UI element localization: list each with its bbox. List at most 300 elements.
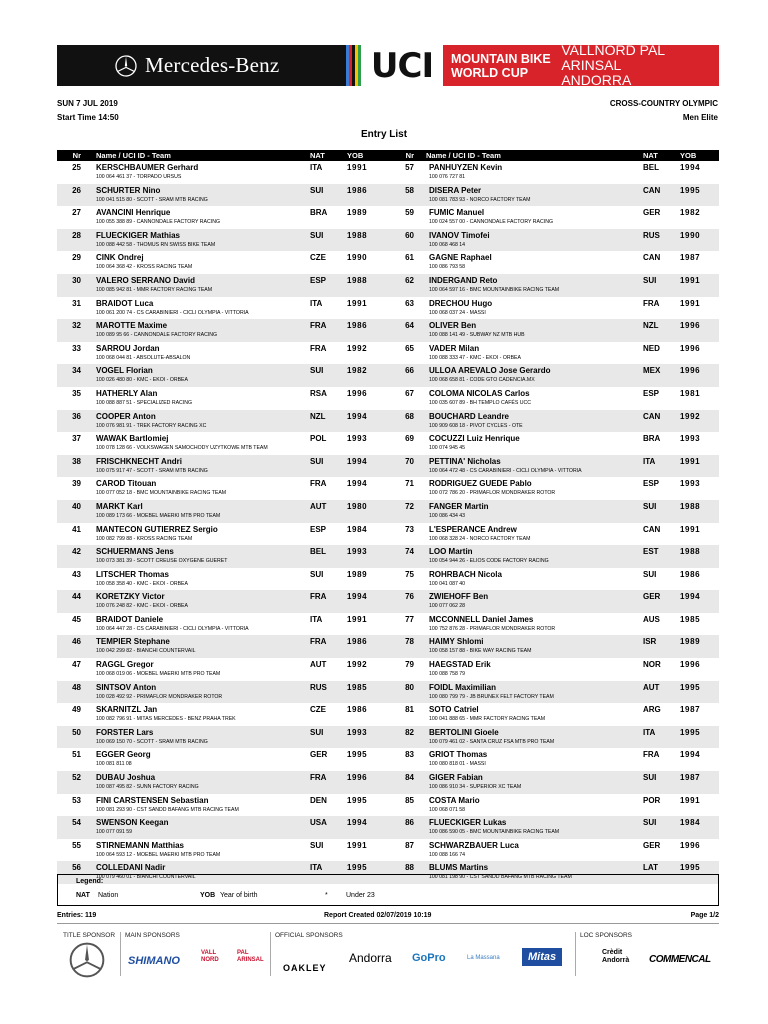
rider-uci-id-team: 100 058 157 88 - BIKE WAY RACING TEAM xyxy=(429,648,532,655)
oakley-logo: OAKLEY xyxy=(283,963,327,973)
rider-uci-id-team: 100 088 887 51 - SPECIALIZED RACING xyxy=(96,399,193,406)
rider-uci-id-team: 100 068 071 58 xyxy=(429,806,466,813)
rider-year-of-birth: 1982 xyxy=(347,366,368,376)
rider-nation: GER xyxy=(643,840,661,850)
rider-uci-id-team: 100 080 799 79 - JB BRUNEX FELT FACTORY TEAM xyxy=(429,693,554,700)
rider-uci-id-team: 100 061 200 74 - CS CARABINIERI - CICLI OLYMPIA - VITTORIA xyxy=(96,309,249,316)
rider-nation: NZL xyxy=(310,411,326,421)
col-name-2: Name / UCI ID - Team xyxy=(426,151,501,160)
rider-uci-id-team: 100 068 658 81 - CODE GTO CADENCIA.MX xyxy=(429,377,535,384)
rider-number: 65 xyxy=(405,343,414,353)
rider-nation: CAN xyxy=(643,253,661,263)
table-row xyxy=(57,523,719,546)
rider-name: AVANCINI Henrique xyxy=(96,208,171,218)
rider-number: 33 xyxy=(72,343,81,353)
rider-nation: BRA xyxy=(310,208,328,218)
rider-year-of-birth: 1987 xyxy=(680,705,701,715)
rider-number: 56 xyxy=(72,863,81,873)
table-row xyxy=(57,184,719,207)
uci-wordmark: UCI xyxy=(361,45,443,86)
rider-name: SINTSOV Anton xyxy=(96,682,157,692)
rider-nation: AUT xyxy=(643,682,660,692)
table-row xyxy=(57,229,719,252)
legend-yob-value: Year of birth xyxy=(220,892,258,899)
rider-nation: MEX xyxy=(643,366,661,376)
rider-year-of-birth: 1994 xyxy=(680,750,701,760)
gopro-logo: GoPro xyxy=(412,952,446,964)
rider-nation: ESP xyxy=(310,524,327,534)
rider-nation: ESP xyxy=(643,388,660,398)
rider-nation: FRA xyxy=(643,750,660,760)
rider-nation: GER xyxy=(643,592,661,602)
rider-year-of-birth: 1984 xyxy=(347,524,368,534)
rider-name: MANTECON GUTIERREZ Sergio xyxy=(96,524,218,534)
rider-name: LITSCHER Thomas xyxy=(96,569,169,579)
rider-year-of-birth: 1987 xyxy=(680,773,701,783)
table-row xyxy=(57,771,719,794)
rider-nation: BEL xyxy=(310,547,326,557)
rider-year-of-birth: 1995 xyxy=(680,727,701,737)
race-date-time xyxy=(57,97,119,125)
rider-year-of-birth: 1986 xyxy=(347,705,368,715)
entry-list-table xyxy=(57,150,719,884)
rider-year-of-birth: 1995 xyxy=(680,863,701,873)
rider-number: 42 xyxy=(72,547,81,557)
table-row xyxy=(57,748,719,771)
rider-number: 55 xyxy=(72,840,81,850)
rider-year-of-birth: 1991 xyxy=(347,614,368,624)
rider-uci-id-team: 100 058 358 40 - KMC - EKOI - ORBEA xyxy=(96,580,188,587)
rider-year-of-birth: 1991 xyxy=(680,298,701,308)
table-row xyxy=(57,703,719,726)
rider-name: FORSTER Lars xyxy=(96,727,154,737)
rider-name: MCCONNELL Daniel James xyxy=(429,614,534,624)
rider-name: SWENSON Keegan xyxy=(96,818,169,828)
rider-year-of-birth: 1988 xyxy=(680,501,701,511)
rider-number: 28 xyxy=(72,230,81,240)
rider-uci-id-team: 100 089 173 66 - MOEBEL MAERKI MTB PRO TEAM xyxy=(96,512,221,519)
rider-uci-id-team: 100 088 166 74 xyxy=(429,851,466,858)
rider-year-of-birth: 1989 xyxy=(680,637,701,647)
rider-nation: SUI xyxy=(310,840,324,850)
table-row xyxy=(57,839,719,862)
discipline: CROSS-COUNTRY OLYMPIC xyxy=(609,99,718,108)
rider-number: 52 xyxy=(72,773,81,783)
rider-number: 49 xyxy=(72,705,81,715)
rider-year-of-birth: 1980 xyxy=(347,501,368,511)
rider-name: EGGER Georg xyxy=(96,750,151,760)
sponsor-divider xyxy=(270,932,271,976)
rider-nation: ITA xyxy=(310,163,323,172)
col-name: Name / UCI ID - Team xyxy=(96,151,171,160)
rider-number: 41 xyxy=(72,524,81,534)
rider-uci-id-team: 100 041 888 65 - MMR FACTORY RACING TEAM xyxy=(429,716,546,723)
table-row xyxy=(57,297,719,320)
rider-uci-id-team: 100 055 388 89 - CANNONDALE FACTORY RACING xyxy=(96,219,220,226)
rider-uci-id-team: 100 028 492 92 - PRIMAFLOR MONDRAKER ROTOR xyxy=(96,693,223,700)
rider-uci-id-team: 100 086 793 58 xyxy=(429,264,466,271)
col-yob: YOB xyxy=(347,151,364,160)
rider-name: IVANOV Timofei xyxy=(429,230,490,240)
rider-uci-id-team: 100 076 727 81 xyxy=(429,174,466,180)
rider-name: INDERGAND Reto xyxy=(429,275,498,285)
event-banner xyxy=(57,42,719,88)
rider-uci-id-team: 100 068 044 81 - ABSOLUTE-ABSALON xyxy=(96,354,191,361)
table-row xyxy=(57,658,719,681)
rider-uci-id-team: 100 078 128 66 - VOLKSWAGEN SAMOCHODY UZYTKOWE MTB TEAM xyxy=(96,445,268,452)
rider-number: 54 xyxy=(72,818,81,828)
rider-number: 66 xyxy=(405,366,414,376)
rider-number: 81 xyxy=(405,705,414,715)
rider-uci-id-team: 100 054 944 26 - ELIOS CODE FACTORY RACING xyxy=(429,558,549,565)
rider-number: 43 xyxy=(72,569,81,579)
rider-name: DUBAU Joshua xyxy=(96,773,156,783)
rider-nation: FRA xyxy=(310,637,327,647)
rider-nation: BRA xyxy=(643,434,661,444)
rider-name: GAGNE Raphael xyxy=(429,253,492,263)
rider-nation: CAN xyxy=(643,185,661,195)
mitas-logo: Mitas xyxy=(522,948,562,966)
rider-name: HAIMY Shlomi xyxy=(429,637,484,647)
entries-count: Entries: 119 xyxy=(57,912,97,919)
rider-name: VOGEL Florian xyxy=(96,366,153,376)
rider-nation: SUI xyxy=(310,366,324,376)
table-row xyxy=(57,500,719,523)
table-row xyxy=(57,477,719,500)
rider-name: FANGER Martin xyxy=(429,501,489,511)
rider-nation: FRA xyxy=(310,479,327,489)
rider-uci-id-team: 100 080 818 01 - MASSI xyxy=(429,761,486,768)
main-sponsors-label: MAIN SPONSORS xyxy=(125,932,180,939)
rider-name: KERSCHBAUMER Gerhard xyxy=(96,163,199,172)
rider-uci-id-team: 100 064 461 37 - TORPADO URSUS xyxy=(96,174,182,180)
start-time: Start Time 14:50 xyxy=(57,113,119,122)
table-row xyxy=(57,410,719,433)
rider-nation: NED xyxy=(643,343,660,353)
rider-uci-id-team: 100 041 087 40 xyxy=(429,580,466,587)
rider-number: 27 xyxy=(72,208,81,218)
rider-year-of-birth: 1986 xyxy=(347,637,368,647)
rider-year-of-birth: 1992 xyxy=(347,660,368,670)
rider-name: MAROTTE Maxime xyxy=(96,321,168,331)
table-row xyxy=(57,568,719,591)
sponsor-divider xyxy=(120,932,121,976)
rider-name: ULLOA AREVALO Jose Gerardo xyxy=(429,366,551,376)
rider-year-of-birth: 1993 xyxy=(680,434,701,444)
table-row xyxy=(57,251,719,274)
rider-uci-id-team: 100 088 333 47 - KMC - EKOI - ORBEA xyxy=(429,354,521,361)
rider-name: COOPER Anton xyxy=(96,411,156,421)
rider-uci-id-team: 100 077 091 59 xyxy=(96,829,133,836)
rider-uci-id-team: 100 064 597 16 - BMC MOUNTAINBIKE RACING TEAM xyxy=(429,286,560,293)
rider-nation: SUI xyxy=(310,230,324,240)
rider-year-of-birth: 1996 xyxy=(680,366,701,376)
event-title: MOUNTAIN BIKE WORLD CUP xyxy=(451,51,551,80)
rider-nation: ESP xyxy=(310,275,327,285)
rider-year-of-birth: 1991 xyxy=(680,795,701,805)
rider-number: 85 xyxy=(405,795,414,805)
rider-nation: RUS xyxy=(643,230,660,240)
table-row xyxy=(57,635,719,658)
rider-uci-id-team: 100 069 150 70 - SCOTT - SRAM MTB RACING xyxy=(96,738,208,745)
rider-year-of-birth: 1984 xyxy=(680,818,701,828)
rider-uci-id-team: 100 075 917 47 - SCOTT - SRAM MTB RACING xyxy=(96,467,208,474)
rider-number: 59 xyxy=(405,208,414,218)
rider-year-of-birth: 1986 xyxy=(347,185,368,195)
rider-name: BRAIDOT Daniele xyxy=(96,614,164,624)
rider-year-of-birth: 1992 xyxy=(347,343,368,353)
rider-year-of-birth: 1985 xyxy=(680,614,701,624)
rider-name: FINI CARSTENSEN Sebastian xyxy=(96,795,209,805)
rider-number: 72 xyxy=(405,501,414,511)
rider-nation: SUI xyxy=(643,818,657,828)
rider-year-of-birth: 1993 xyxy=(347,727,368,737)
col-nat: NAT xyxy=(310,151,325,160)
rider-uci-id-team: 100 068 468 14 xyxy=(429,241,466,248)
rider-number: 84 xyxy=(405,773,414,783)
rider-number: 80 xyxy=(405,682,414,692)
vallnord-logo: VALL NORD xyxy=(201,950,219,963)
table-row xyxy=(57,794,719,817)
rider-year-of-birth: 1991 xyxy=(680,524,701,534)
rider-year-of-birth: 1982 xyxy=(680,208,701,218)
rider-nation: FRA xyxy=(643,298,660,308)
rider-uci-id-team: 100 042 299 82 - BIANCHI COUNTERVAIL xyxy=(96,648,196,655)
rider-uci-id-team: 100 064 593 12 - MOEBEL MAERKI MTB PRO TEAM xyxy=(96,851,221,858)
rider-number: 75 xyxy=(405,569,414,579)
uci-rainbow-stripes xyxy=(346,45,361,86)
table-body xyxy=(57,161,719,884)
table-row xyxy=(57,613,719,636)
rider-nation: RUS xyxy=(310,682,327,692)
rider-nation: SUI xyxy=(643,569,657,579)
rider-number: 38 xyxy=(72,456,81,466)
rider-year-of-birth: 1991 xyxy=(680,275,701,285)
rider-nation: SUI xyxy=(643,773,657,783)
rider-number: 86 xyxy=(405,818,414,828)
rider-nation: CZE xyxy=(310,705,326,715)
rider-nation: POR xyxy=(643,795,661,805)
rider-year-of-birth: 1996 xyxy=(347,773,368,783)
rider-year-of-birth: 1996 xyxy=(680,321,701,331)
loc-sponsors-label: LOC SPONSORS xyxy=(580,932,633,939)
uci-world-cup-logo xyxy=(346,42,719,88)
rider-nation: ITA xyxy=(310,298,323,308)
rider-number: 69 xyxy=(405,434,414,444)
rider-name: ROHRBACH Nicola xyxy=(429,569,502,579)
table-row xyxy=(57,432,719,455)
rider-year-of-birth: 1994 xyxy=(680,163,701,172)
rider-uci-id-team: 100 068 328 24 - NORCO FACTORY TEAM xyxy=(429,535,531,542)
rider-uci-id-team: 100 081 811 08 xyxy=(96,761,132,768)
rider-nation: FRA xyxy=(310,321,327,331)
rider-year-of-birth: 1995 xyxy=(347,750,368,760)
rider-uci-id-team: 100 086 590 05 - BMC MOUNTAINBIKE RACING TEAM xyxy=(429,829,560,836)
rider-name: COCUZZI Luiz Henrique xyxy=(429,434,520,444)
rider-number: 61 xyxy=(405,253,414,263)
rider-uci-id-team: 100 081 198 90 - CST SANDD BAFANG MTB RACING TEAM xyxy=(429,874,572,881)
rider-year-of-birth: 1994 xyxy=(347,456,368,466)
legend-yob-key: YOB xyxy=(200,892,216,899)
rider-year-of-birth: 1986 xyxy=(347,321,368,331)
rider-uci-id-team: 100 068 037 24 - MASSI xyxy=(429,309,486,316)
rider-name: GIGER Fabian xyxy=(429,773,483,783)
rider-year-of-birth: 1996 xyxy=(680,840,701,850)
rider-nation: SUI xyxy=(310,456,324,466)
rider-name: PETTINA' Nicholas xyxy=(429,456,501,466)
rider-year-of-birth: 1985 xyxy=(347,682,368,692)
rider-nation: AUS xyxy=(643,614,660,624)
table-row xyxy=(57,161,719,184)
rider-uci-id-team: 100 085 942 81 - MMR FACTORY RACING TEAM xyxy=(96,286,213,293)
rider-name: RODRIGUEZ GUEDE Pablo xyxy=(429,479,532,489)
rider-name: BOUCHARD Leandre xyxy=(429,411,510,421)
footer-divider xyxy=(57,923,719,924)
col-nr: Nr xyxy=(72,151,81,160)
rider-name: HATHERLY Alan xyxy=(96,388,158,398)
rider-name: BLUMS Martins xyxy=(429,863,489,873)
rider-number: 35 xyxy=(72,388,81,398)
col-yob-2: YOB xyxy=(680,151,697,160)
table-row xyxy=(57,319,719,342)
credit-andorra-logo: Crèdit Andorrà xyxy=(602,949,630,964)
rider-number: 29 xyxy=(72,253,81,263)
rider-nation: SUI xyxy=(643,275,657,285)
rider-nation: ITA xyxy=(310,614,323,624)
race-discipline xyxy=(610,97,718,125)
rider-uci-id-team: 100 079 460 01 - BIANCHI COUNTERVAIL xyxy=(96,874,196,881)
rider-year-of-birth: 1987 xyxy=(680,253,701,263)
legend-star-key: * xyxy=(325,892,328,899)
rider-number: 30 xyxy=(72,275,81,285)
table-row xyxy=(57,681,719,704)
rider-nation: AUT xyxy=(310,660,327,670)
legend-box xyxy=(57,874,719,906)
rider-number: 64 xyxy=(405,321,414,331)
report-created: Report Created 02/07/2019 10:19 xyxy=(324,912,432,919)
la-massana-logo: La Massana xyxy=(467,955,500,961)
mercedes-star-icon xyxy=(115,55,137,77)
table-row xyxy=(57,206,719,229)
rider-uci-id-team: 100 077 052 18 - BMC MOUNTAINBIKE RACING TEAM xyxy=(96,490,227,497)
legend-star-value: Under 23 xyxy=(346,892,375,899)
rider-number: 32 xyxy=(72,321,81,331)
rider-name: DRECHOU Hugo xyxy=(429,298,493,308)
rider-name: PANHUYZEN Kevin xyxy=(429,163,503,172)
rider-year-of-birth: 1993 xyxy=(347,547,368,557)
rider-name: GRIOT Thomas xyxy=(429,750,488,760)
rider-year-of-birth: 1995 xyxy=(680,185,701,195)
rider-uci-id-team: 100 074 945 45 xyxy=(429,445,466,452)
rider-number: 76 xyxy=(405,592,414,602)
rider-year-of-birth: 1994 xyxy=(347,411,368,421)
rider-uci-id-team: 100 077 062 28 xyxy=(429,603,466,610)
rider-nation: BEL xyxy=(643,163,659,172)
rider-name: L'ESPERANCE Andrew xyxy=(429,524,517,534)
rider-year-of-birth: 1981 xyxy=(680,388,701,398)
rider-name: FOIDL Maximilian xyxy=(429,682,496,692)
rider-name: COSTA Mario xyxy=(429,795,480,805)
rider-nation: EST xyxy=(643,547,659,557)
rider-year-of-birth: 1990 xyxy=(347,253,368,263)
rider-year-of-birth: 1996 xyxy=(680,660,701,670)
rider-number: 74 xyxy=(405,547,414,557)
rider-nation: GER xyxy=(310,750,328,760)
rider-year-of-birth: 1994 xyxy=(347,592,368,602)
category: Men Elite xyxy=(682,113,718,122)
rider-uci-id-team: 100 079 461 02 - SANTA CRUZ FSA MTB PRO TEAM xyxy=(429,738,555,745)
rider-uci-id-team: 100 088 758 79 xyxy=(429,671,466,678)
pal-arinsal-logo: PAL ARINSAL xyxy=(237,950,264,963)
official-sponsors-label: OFFICIAL SPONSORS xyxy=(275,932,343,939)
rider-name: ZWIEHOFF Ben xyxy=(429,592,489,602)
commencal-logo: COMMENCAL xyxy=(649,954,711,965)
rider-number: 36 xyxy=(72,411,81,421)
rider-year-of-birth: 1988 xyxy=(347,230,368,240)
rider-year-of-birth: 1990 xyxy=(680,230,701,240)
rider-year-of-birth: 1989 xyxy=(347,569,368,579)
rider-number: 31 xyxy=(72,298,81,308)
rider-year-of-birth: 1988 xyxy=(680,547,701,557)
rider-name: STIRNEMANN Matthias xyxy=(96,840,185,850)
rider-uci-id-team: 100 086 910 34 - SUPERIOR XC TEAM xyxy=(429,784,522,791)
rider-name: FLUECKIGER Lukas xyxy=(429,818,507,828)
rider-uci-id-team: 100 024 557 00 - CANNONDALE FACTORY RACING xyxy=(429,219,553,226)
rider-number: 48 xyxy=(72,682,81,692)
rider-name: CINK Ondrej xyxy=(96,253,144,263)
rider-uci-id-team: 100 076 248 82 - KMC - EKOI - ORBEA xyxy=(96,603,188,610)
rider-nation: ARG xyxy=(643,705,661,715)
rider-year-of-birth: 1996 xyxy=(347,388,368,398)
legend-title: Legend: xyxy=(76,878,104,885)
rider-uci-id-team: 100 081 293 90 - CST SANDD BAFANG MTB RACING TEAM xyxy=(96,806,239,813)
table-row xyxy=(57,545,719,568)
rider-year-of-birth: 1991 xyxy=(347,840,368,850)
rider-nation: GER xyxy=(643,208,661,218)
rider-number: 26 xyxy=(72,185,81,195)
rider-nation: POL xyxy=(310,434,327,444)
rider-uci-id-team: 100 082 796 91 - MITAS MERCEDES - BENZ PRAHA TREK xyxy=(96,716,236,723)
rider-name: SARROU Jordan xyxy=(96,343,160,353)
rider-year-of-birth: 1989 xyxy=(347,208,368,218)
rider-name: VALERO SERRANO David xyxy=(96,275,195,285)
rider-uci-id-team: 100 909 608 18 - PIVOT CYCLES - OTE xyxy=(429,422,523,429)
rider-number: 46 xyxy=(72,637,81,647)
rider-year-of-birth: 1995 xyxy=(347,863,368,873)
rider-nation: CAN xyxy=(643,411,661,421)
rider-year-of-birth: 1995 xyxy=(680,682,701,692)
rider-name: KORETZKY Victor xyxy=(96,592,165,602)
col-nat-2: NAT xyxy=(643,151,658,160)
table-row xyxy=(57,816,719,839)
rider-nation: ITA xyxy=(643,727,656,737)
rider-uci-id-team: 100 082 799 88 - KROSS RACING TEAM xyxy=(96,535,193,542)
rider-nation: NZL xyxy=(643,321,659,331)
rider-name: COLOMA NICOLAS Carlos xyxy=(429,388,530,398)
rider-uci-id-team: 100 068 019 06 - MOEBEL MAERKI MTB PRO TEAM xyxy=(96,671,221,678)
rider-year-of-birth: 1991 xyxy=(347,298,368,308)
rider-nation: SUI xyxy=(310,569,324,579)
rider-year-of-birth: 1988 xyxy=(347,275,368,285)
rider-name: FRISCHKNECHT Andri xyxy=(96,456,182,466)
rider-year-of-birth: 1995 xyxy=(347,795,368,805)
rider-nation: RSA xyxy=(310,388,327,398)
rider-number: 37 xyxy=(72,434,81,444)
rider-name: SOTO Catriel xyxy=(429,705,479,715)
rider-year-of-birth: 1994 xyxy=(347,818,368,828)
mercedes-wordmark: Mercedes-Benz xyxy=(145,53,280,77)
rider-number: 63 xyxy=(405,298,414,308)
